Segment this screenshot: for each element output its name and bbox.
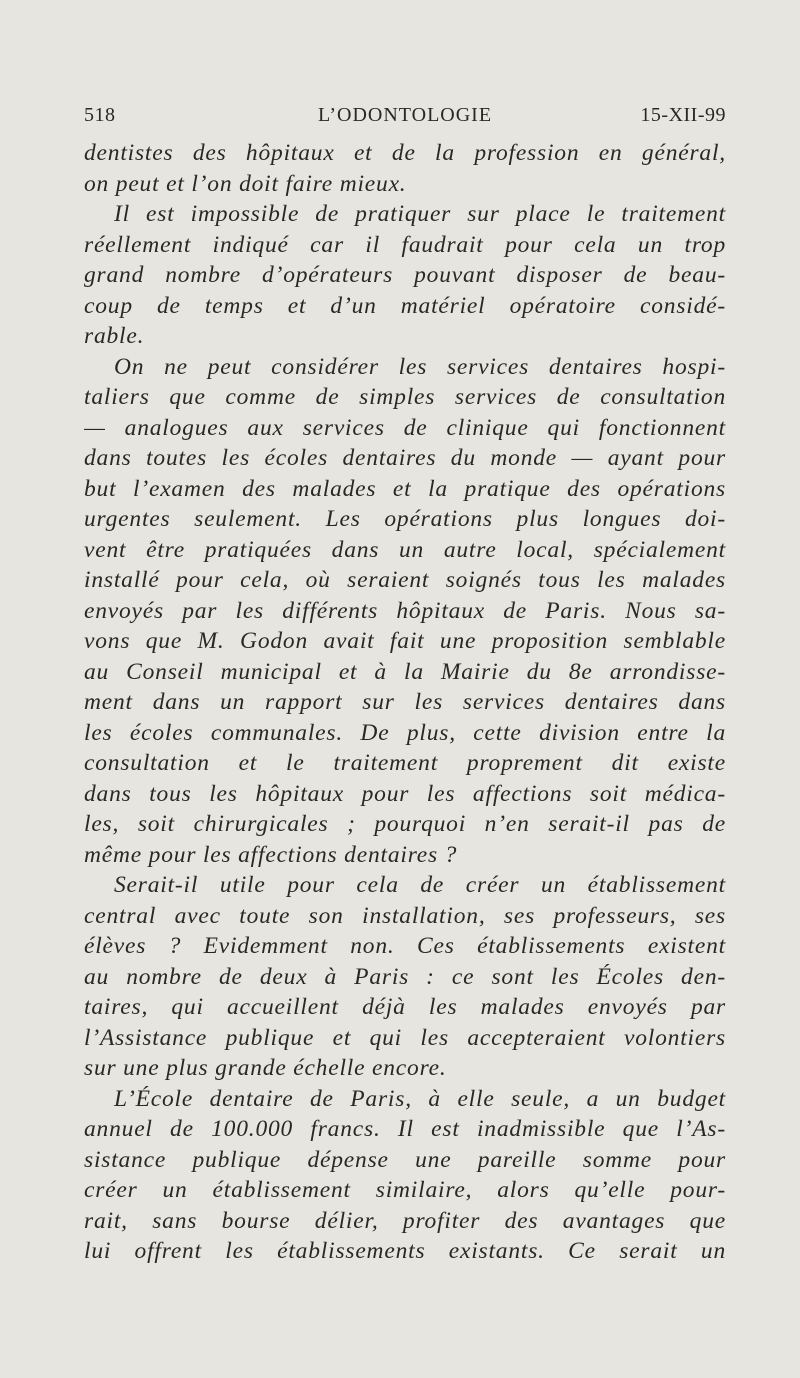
text-line: Serait-il utile pour cela de créer un établissement: [114, 872, 726, 898]
text-line: central avec toute son installation, ses professeurs, ses: [84, 902, 726, 929]
text-line: annuel de 100.000 francs. Il est inadmissible que l’As-: [84, 1116, 726, 1142]
text-line: envoyés par les différents hôpitaux de Paris. Nous sa-: [84, 597, 726, 624]
text-line: même pour les affections dentaires ?: [84, 841, 458, 868]
text-line: au nombre de deux à Paris : ce sont les Écoles den-: [84, 963, 726, 990]
text-line: sur une plus grande échelle encore.: [84, 1055, 447, 1081]
text-line: On ne peut considérer les services dentaires hospi-: [114, 353, 726, 380]
body-text: [84, 138, 726, 1267]
text-line: rait, sans bourse délier, profiter des avantages que: [84, 1207, 726, 1234]
text-line: vent être pratiquées dans un autre local, spécialement: [84, 536, 726, 563]
text-line: rable.: [84, 323, 145, 349]
text-line: dentistes des hôpitaux et de la profession en général,: [84, 140, 726, 166]
text-line: taliers que comme de simples services de consultation: [84, 384, 726, 410]
text-line: dans tous les hôpitaux pour les affections soit médica-: [84, 780, 726, 807]
text-line: créer un établissement similaire, alors qu’elle pour-: [84, 1177, 726, 1203]
running-header: [84, 104, 726, 134]
text-line: but l’examen des malades et la pratique des opérations: [84, 475, 726, 502]
text-line: on peut et l’on doit faire mieux.: [84, 170, 407, 197]
text-line: urgentes seulement. Les opérations plus longues doi-: [84, 506, 726, 532]
text-line: réellement indiqué car il faudrait pour cela un trop: [84, 231, 726, 258]
text-line: vons que M. Godon avait fait une proposition semblable: [84, 628, 726, 654]
text-line: lui offrent les établissements existants. Ce serait un: [84, 1238, 726, 1264]
text-line: les écoles communales. De plus, cette division entre la: [84, 719, 726, 746]
text-line: taires, qui accueillent déjà les malades envoyés par: [84, 994, 726, 1020]
text-line: grand nombre d’opérateurs pouvant disposer de beau-: [84, 262, 726, 288]
text-line: — analogues aux services de clinique qui fonctionnent: [84, 414, 726, 441]
text-line: L’École dentaire de Paris, à elle seule, a un budget: [114, 1085, 726, 1112]
text-line: Il est impossible de pratiquer sur place le traitement: [114, 201, 726, 227]
text-line: consultation et le traitement proprement dit existe: [84, 750, 726, 776]
text-line: au Conseil municipal et à la Mairie du 8e arrondisse-: [84, 658, 726, 685]
text-line: installé pour cela, où seraient soignés tous les malades: [84, 567, 726, 593]
text-line: l’Assistance publique et qui les accepteraient volontiers: [84, 1024, 726, 1051]
text-line: élèves ? Evidemment non. Ces établissements existent: [84, 933, 726, 959]
issue-date: 15-XII-99: [640, 104, 726, 126]
page-number: 518: [84, 104, 116, 126]
text-line: les, soit chirurgicales ; pourquoi n’en serait-il pas de: [84, 811, 726, 837]
text-line: sistance publique dépense une pareille somme pour: [84, 1146, 726, 1173]
text-line: dans toutes les écoles dentaires du monde — ayant pour: [84, 445, 726, 471]
journal-title: L’ODONTOLOGIE: [317, 104, 493, 126]
text-line: ment dans un rapport sur les services dentaires dans: [84, 689, 726, 715]
text-line: coup de temps et d’un matériel opératoire considé-: [84, 292, 726, 319]
